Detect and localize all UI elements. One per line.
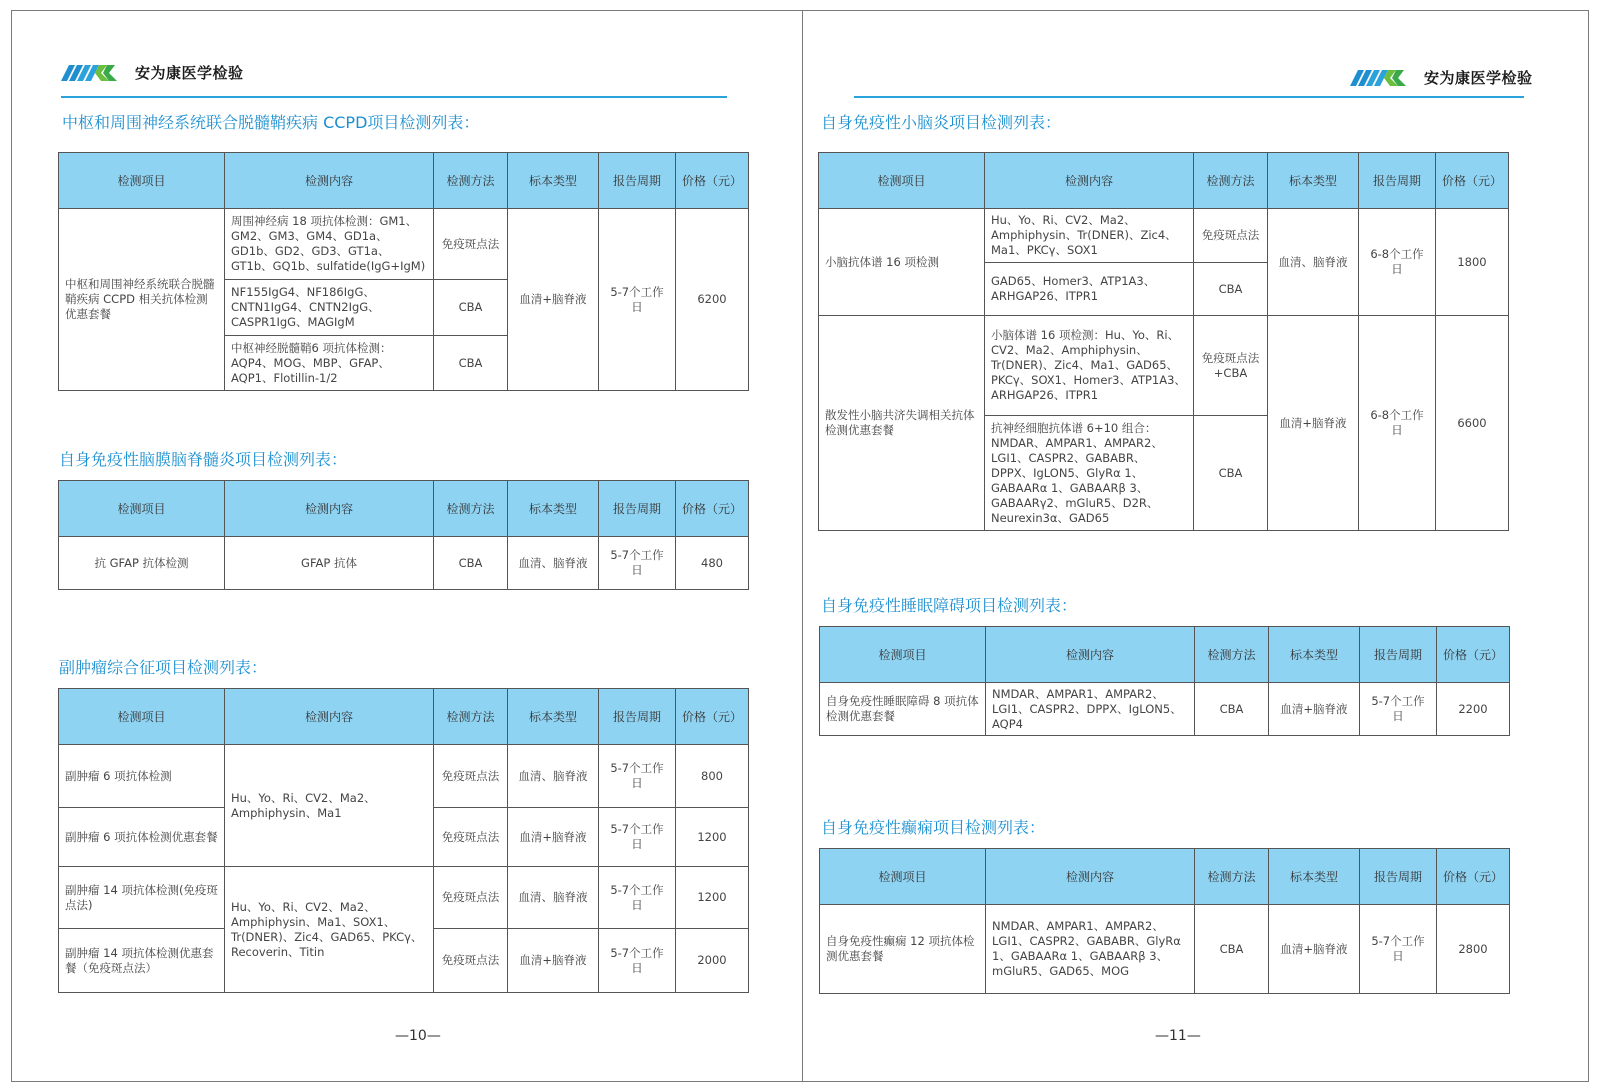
cell-method: 免疫斑点法 — [434, 209, 508, 280]
section-title-meningoencephalomyelitis: 自身免疫性脑膜脑脊髓炎项目检测列表： — [59, 450, 348, 469]
cell-content: GFAP 抗体 — [225, 537, 434, 590]
awk-logo-icon — [1350, 68, 1422, 88]
col-header-content: 检测内容 — [225, 689, 434, 745]
cell-item: 自身免疫性睡眠障碍 8 项抗体检测优惠套餐 — [820, 683, 986, 736]
col-header-content: 检测内容 — [985, 153, 1194, 209]
cell-method: CBA — [1195, 905, 1269, 994]
awk-logo-icon — [61, 63, 133, 83]
cell-item: 副肿瘤 6 项抗体检测 — [59, 745, 225, 808]
cell-sample: 血清+脑脊液 — [508, 808, 599, 867]
cell-price: 6200 — [676, 209, 749, 391]
brand-name: 安为康医学检验 — [135, 64, 244, 82]
cell-item: 副肿瘤 14 项抗体检测优惠套餐（免疫斑点法） — [59, 929, 225, 993]
col-header-item: 检测项目 — [820, 627, 986, 683]
cell-sample: 血清、脑脊液 — [508, 867, 599, 929]
cell-content: Hu、Yo、Ri、CV2、Ma2、Amphiphysin、Tr(DNER)、Zic4、Ma1、PKCγ、SOX1 — [985, 209, 1194, 263]
cell-item: 副肿瘤 14 项抗体检测(免疫斑点法) — [59, 867, 225, 929]
page-right — [803, 10, 1589, 1082]
header-rule — [61, 96, 727, 98]
cell-period: 5-7个工作日 — [599, 929, 676, 993]
cell-method: 免疫斑点法 — [434, 867, 508, 929]
col-header-sample: 标本类型 — [508, 481, 599, 537]
col-header-price: 价格（元） — [1436, 153, 1509, 209]
table-row — [59, 745, 749, 808]
cell-price: 1800 — [1436, 209, 1509, 316]
cell-price: 1200 — [676, 808, 749, 867]
table-header-row — [820, 849, 1510, 905]
cell-content: NMDAR、AMPAR1、AMPAR2、LGI1、CASPR2、GABABR、GlyRα 1、GABAARα 1、GABAARβ 3、mGluR5、GAD65、MOG — [986, 905, 1195, 994]
cell-sample: 血清、脑脊液 — [508, 745, 599, 808]
cell-method: CBA — [434, 336, 508, 391]
col-header-price: 价格（元） — [676, 153, 749, 209]
table-row — [820, 683, 1510, 736]
cell-item: 副肿瘤 6 项抗体检测优惠套餐 — [59, 808, 225, 867]
cell-price: 1200 — [676, 867, 749, 929]
cell-price: 2200 — [1437, 683, 1510, 736]
cell-sample: 血清+脑脊液 — [1269, 905, 1360, 994]
cell-method: 免疫斑点法 — [1194, 209, 1268, 263]
col-header-item: 检测项目 — [820, 849, 986, 905]
col-header-period: 报告周期 — [1360, 627, 1437, 683]
cell-price: 480 — [676, 537, 749, 590]
cell-content: Hu、Yo、Ri、CV2、Ma2、Amphiphysin、Ma1、SOX1、Tr(DNER)、Zic4、GAD65、PKCγ、Recoverin、Titin — [225, 867, 434, 993]
table-row — [59, 209, 749, 280]
cell-period: 5-7个工作日 — [599, 209, 676, 391]
col-header-method: 检测方法 — [1195, 627, 1269, 683]
cell-method: 免疫斑点法 — [434, 745, 508, 808]
cell-period: 5-7个工作日 — [599, 867, 676, 929]
section-title-sleep-disorder: 自身免疫性睡眠障碍项目检测列表： — [821, 596, 1078, 615]
col-header-sample: 标本类型 — [1269, 849, 1360, 905]
col-header-period: 报告周期 — [1359, 153, 1436, 209]
col-header-sample: 标本类型 — [508, 689, 599, 745]
cell-period: 6-8个工作日 — [1359, 209, 1436, 316]
cell-item: 小脑抗体谱 16 项检测 — [819, 209, 985, 316]
cell-method: CBA — [1194, 416, 1268, 531]
cell-method: CBA — [434, 280, 508, 336]
cell-period: 5-7个工作日 — [599, 808, 676, 867]
cell-item: 自身免疫性癫痫 12 项抗体检测优惠套餐 — [820, 905, 986, 994]
cell-period: 5-7个工作日 — [1360, 905, 1437, 994]
col-header-item: 检测项目 — [59, 481, 225, 537]
cell-content: NF155IgG4、NF186IgG、CNTN1IgG4、CNTN2IgG、CASPR1IgG、MAGIgM — [225, 280, 434, 336]
section-title-cerebellitis: 自身免疫性小脑炎项目检测列表： — [821, 113, 1062, 132]
table-header-row — [59, 153, 749, 209]
col-header-price: 价格（元） — [1437, 627, 1510, 683]
cell-sample: 血清+脑脊液 — [1269, 683, 1360, 736]
col-header-content: 检测内容 — [986, 627, 1195, 683]
col-header-method: 检测方法 — [434, 153, 508, 209]
table-header-row — [819, 153, 1509, 209]
col-header-item: 检测项目 — [59, 153, 225, 209]
page-left — [11, 10, 802, 1082]
col-header-price: 价格（元） — [676, 481, 749, 537]
cell-price: 2000 — [676, 929, 749, 993]
table-row — [59, 537, 749, 590]
cell-method: 免疫斑点法+CBA — [1194, 316, 1268, 416]
col-header-method: 检测方法 — [434, 481, 508, 537]
cell-method: CBA — [434, 537, 508, 590]
col-header-content: 检测内容 — [225, 153, 434, 209]
cell-item: 抗 GFAP 抗体检测 — [59, 537, 225, 590]
cell-period: 5-7个工作日 — [599, 745, 676, 808]
col-header-period: 报告周期 — [599, 481, 676, 537]
col-header-method: 检测方法 — [1194, 153, 1268, 209]
table-row — [819, 316, 1509, 416]
col-header-method: 检测方法 — [1195, 849, 1269, 905]
cell-content: GAD65、Homer3、ATP1A3、ARHGAP26、ITPR1 — [985, 263, 1194, 316]
table-row — [819, 209, 1509, 263]
cell-item: 中枢和周围神经系统联合脱髓鞘疾病 CCPD 相关抗体检测优惠套餐 — [59, 209, 225, 391]
col-header-item: 检测项目 — [819, 153, 985, 209]
brand-name: 安为康医学检验 — [1424, 69, 1533, 87]
table-header-row — [59, 689, 749, 745]
brand-logo — [1350, 67, 1533, 88]
cell-content: 小脑体谱 16 项检测：Hu、Yo、Ri、CV2、Ma2、Amphiphysin、Tr(DNER)、Zic4、Ma1、GAD65、PKCγ、SOX1、Homer3、ATP1A3、ARHGAP26、ITPR1 — [985, 316, 1194, 416]
table-row — [820, 905, 1510, 994]
table-ccpd — [58, 152, 749, 391]
cell-sample: 血清+脑脊液 — [508, 209, 599, 391]
col-header-content: 检测内容 — [225, 481, 434, 537]
col-header-sample: 标本类型 — [1269, 627, 1360, 683]
header-rule — [854, 96, 1524, 98]
page-number: —11— — [1155, 1028, 1201, 1044]
cell-content: NMDAR、AMPAR1、AMPAR2、LGI1、CASPR2、DPPX、IgLON5、AQP4 — [986, 683, 1195, 736]
cell-content: 抗神经细胞抗体谱 6+10 组合：NMDAR、AMPAR1、AMPAR2、LGI1、CASPR2、GABABR、DPPX、IgLON5、GlyRα 1、GABAARα 1、GABAARβ 3、GABAARγ2、mGluR5、D2R、Neurexin3α、GAD65 — [985, 416, 1194, 531]
section-title-ccpd: 中枢和周围神经系统联合脱髓鞘疾病 CCPD项目检测列表： — [62, 113, 480, 132]
cell-method: 免疫斑点法 — [434, 929, 508, 993]
col-header-method: 检测方法 — [434, 689, 508, 745]
section-title-paraneoplastic: 副肿瘤综合征项目检测列表： — [59, 658, 268, 677]
cell-method: CBA — [1194, 263, 1268, 316]
cell-period: 5-7个工作日 — [599, 537, 676, 590]
table-epilepsy — [819, 848, 1510, 994]
col-header-item: 检测项目 — [59, 689, 225, 745]
table-row — [59, 867, 749, 929]
cell-sample: 血清+脑脊液 — [508, 929, 599, 993]
table-header-row — [820, 627, 1510, 683]
table-paraneoplastic — [58, 688, 749, 993]
col-header-period: 报告周期 — [599, 153, 676, 209]
table-cerebellitis — [818, 152, 1509, 531]
section-title-epilepsy: 自身免疫性癫痫项目检测列表： — [821, 818, 1046, 837]
cell-period: 6-8个工作日 — [1359, 316, 1436, 531]
col-header-sample: 标本类型 — [1268, 153, 1359, 209]
cell-sample: 血清+脑脊液 — [1268, 316, 1359, 531]
cell-period: 5-7个工作日 — [1360, 683, 1437, 736]
cell-method: CBA — [1195, 683, 1269, 736]
col-header-period: 报告周期 — [599, 689, 676, 745]
col-header-price: 价格（元） — [676, 689, 749, 745]
page-number: —10— — [395, 1028, 441, 1044]
table-sleep-disorder — [819, 626, 1510, 736]
cell-sample: 血清、脑脊液 — [508, 537, 599, 590]
col-header-price: 价格（元） — [1437, 849, 1510, 905]
col-header-content: 检测内容 — [986, 849, 1195, 905]
col-header-period: 报告周期 — [1360, 849, 1437, 905]
table-gfap — [58, 480, 749, 590]
cell-sample: 血清、脑脊液 — [1268, 209, 1359, 316]
cell-method: 免疫斑点法 — [434, 808, 508, 867]
cell-content: 中枢神经脱髓鞘6 项抗体检测：AQP4、MOG、MBP、GFAP、AQP1、Flotillin-1/2 — [225, 336, 434, 391]
cell-price: 6600 — [1436, 316, 1509, 531]
cell-item: 散发性小脑共济失调相关抗体检测优惠套餐 — [819, 316, 985, 531]
cell-price: 2800 — [1437, 905, 1510, 994]
col-header-sample: 标本类型 — [508, 153, 599, 209]
cell-price: 800 — [676, 745, 749, 808]
cell-content: Hu、Yo、Ri、CV2、Ma2、Amphiphysin、Ma1 — [225, 745, 434, 867]
brand-logo — [61, 62, 244, 83]
cell-content: 周围神经病 18 项抗体检测：GM1、GM2、GM3、GM4、GD1a、GD1b、GD2、GD3、GT1a、GT1b、GQ1b、sulfatide(IgG+IgM) — [225, 209, 434, 280]
table-header-row — [59, 481, 749, 537]
